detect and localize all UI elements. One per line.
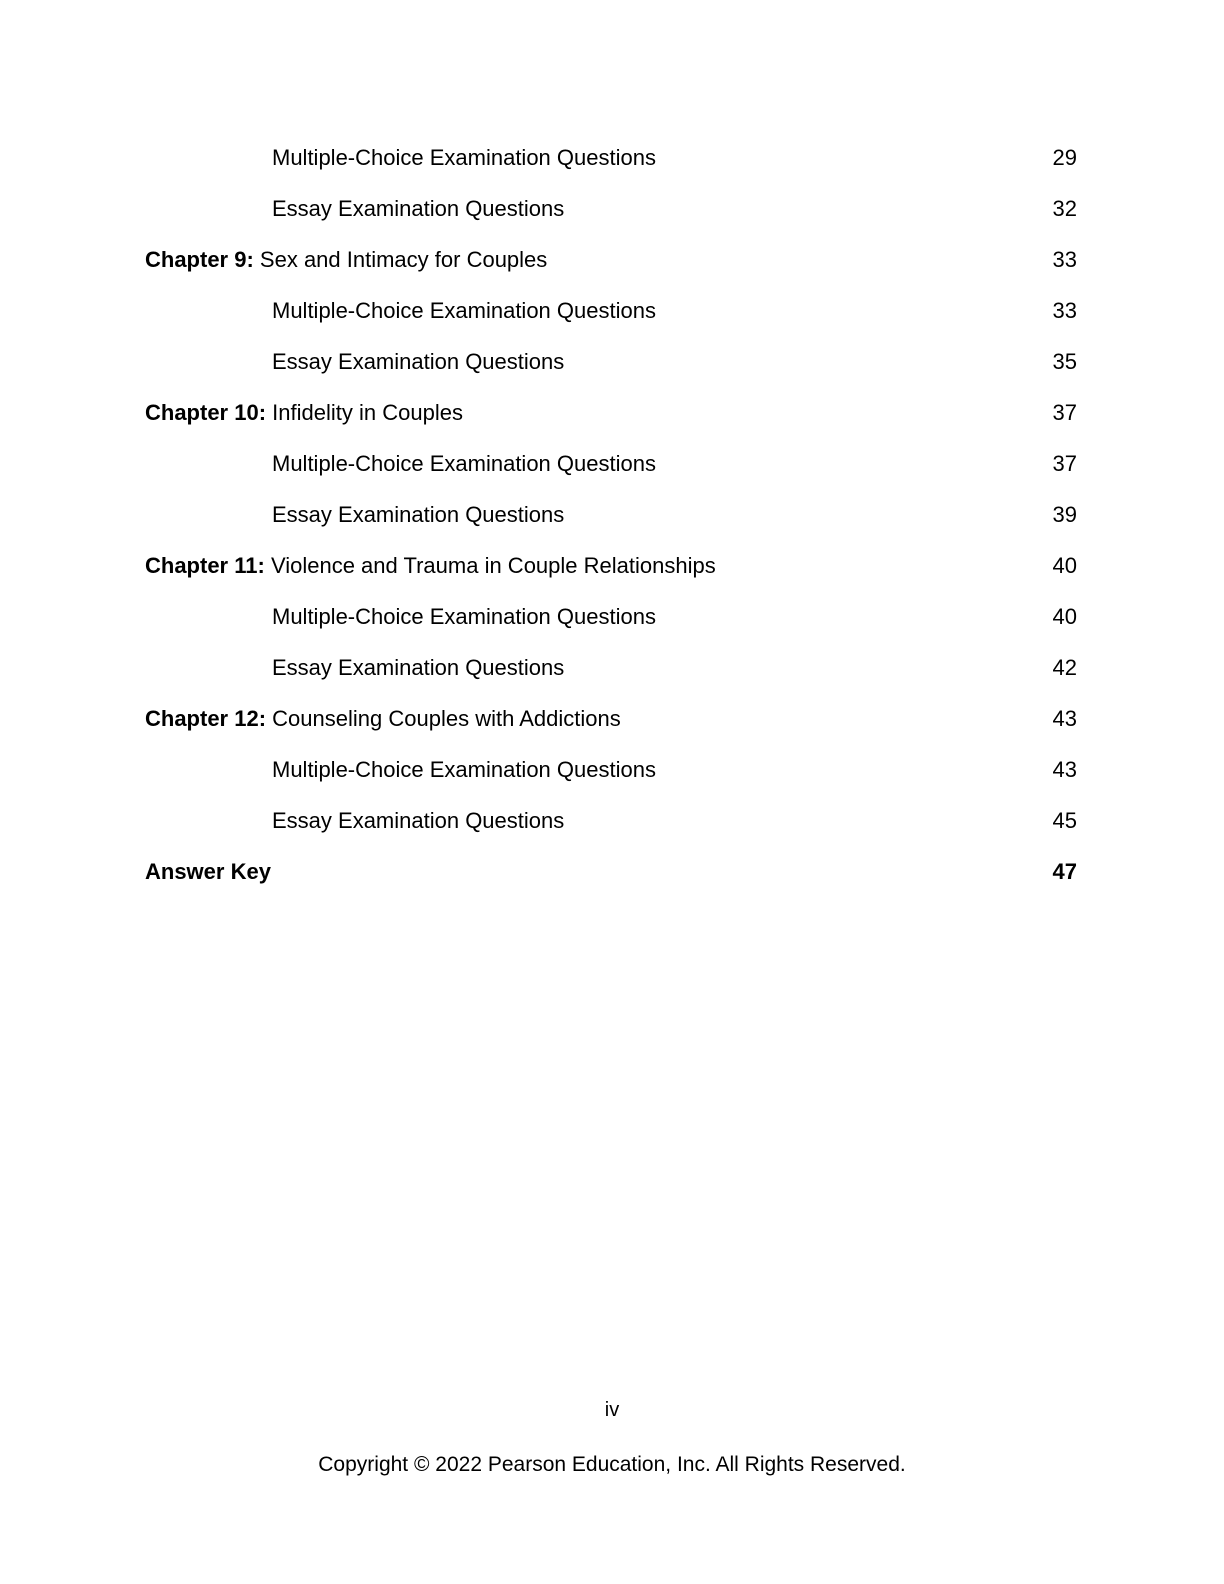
- toc-entry-text: [145, 387, 1053, 438]
- toc-sub-entry: [145, 132, 1077, 183]
- page-number: iv: [604, 1399, 620, 1421]
- toc-entry-text: Essay Examination Questions: [272, 196, 565, 221]
- toc-entry-text: Multiple-Choice Examination Questions: [272, 757, 656, 782]
- toc-entry-text: Essay Examination Questions: [272, 349, 565, 374]
- table-of-contents: [145, 132, 1077, 897]
- toc-sub-entry: [145, 285, 1077, 336]
- toc-chapter-title: Violence and Trauma in Couple Relationships: [270, 553, 716, 578]
- toc-page-number: 33: [1052, 247, 1077, 272]
- toc-sub-entry: [145, 642, 1077, 693]
- toc-sub-entry: [145, 438, 1077, 489]
- toc-chapter-title: Counseling Couples with Addictions: [272, 706, 621, 731]
- toc-chapter-label: Chapter 9:: [145, 247, 254, 272]
- toc-page-number: 32: [1052, 196, 1077, 221]
- toc-entry-text: Essay Examination Questions: [272, 808, 565, 833]
- toc-answer-key-entry: [145, 846, 1077, 897]
- toc-page-number: 33: [1052, 298, 1077, 323]
- toc-page-number: 43: [1052, 706, 1077, 731]
- toc-entry-text: Multiple-Choice Examination Questions: [272, 451, 656, 476]
- toc-chapter-label: Chapter 11:: [145, 553, 265, 578]
- toc-page-number: 47: [1052, 859, 1077, 884]
- toc-page-number: 42: [1052, 655, 1077, 680]
- toc-page-number: 43: [1052, 757, 1077, 782]
- toc-page-number: 35: [1052, 349, 1077, 374]
- toc-sub-entry: [145, 489, 1077, 540]
- toc-chapter-title: Infidelity in Couples: [272, 400, 463, 425]
- toc-sub-entry: [145, 591, 1077, 642]
- toc-page-number: 37: [1052, 400, 1077, 425]
- toc-entry-text: Essay Examination Questions: [272, 655, 565, 680]
- toc-chapter-entry: [145, 387, 1077, 438]
- toc-page-number: 39: [1052, 502, 1077, 527]
- toc-chapter-entry: [145, 234, 1077, 285]
- toc-chapter-entry: [145, 693, 1077, 744]
- toc-sub-entry: [145, 183, 1077, 234]
- toc-entry-text: Answer Key: [145, 859, 271, 884]
- toc-page-number: 37: [1052, 451, 1077, 476]
- toc-entry-text: Multiple-Choice Examination Questions: [272, 604, 656, 629]
- toc-sub-entry: [145, 795, 1077, 846]
- toc-entry-text: [145, 540, 1053, 591]
- toc-sub-entry: [145, 744, 1077, 795]
- toc-chapter-label: Chapter 12:: [145, 706, 267, 731]
- toc-entry-text: Multiple-Choice Examination Questions: [272, 298, 656, 323]
- toc-chapter-entry: [145, 540, 1077, 591]
- toc-page-number: 40: [1052, 604, 1077, 629]
- toc-chapter-title: Sex and Intimacy for Couples: [259, 247, 548, 272]
- toc-chapter-label: Chapter 10:: [145, 400, 267, 425]
- toc-page-number: 45: [1052, 808, 1077, 833]
- copyright-notice: Copyright © 2022 Pearson Education, Inc. All Rights Reserved.: [318, 1453, 906, 1476]
- toc-entry-text: Multiple-Choice Examination Questions: [272, 145, 656, 170]
- toc-entry-text: Essay Examination Questions: [272, 502, 565, 527]
- toc-entry-text: [145, 693, 1053, 744]
- toc-page-number: 40: [1052, 553, 1077, 578]
- toc-sub-entry: [145, 336, 1077, 387]
- toc-entry-text: [145, 234, 1053, 285]
- toc-page-number: 29: [1052, 145, 1077, 170]
